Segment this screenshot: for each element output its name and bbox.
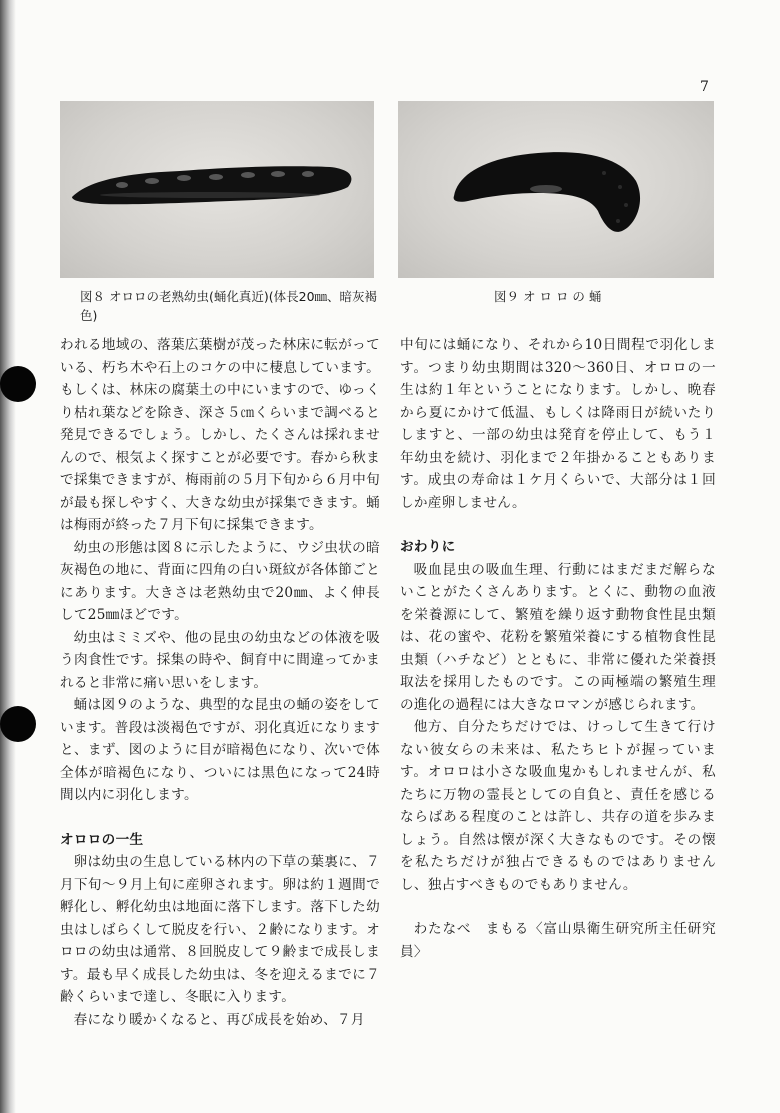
figure-9-caption-text: オ ロ ロ の 蛹 xyxy=(523,289,602,304)
left-paragraph-2: 幼虫の形態は図８に示したように、ウジ虫状の暗灰褐色の地に、背面に四角の白い斑紋が各体節ごとにあります。大きさは老熟幼虫で20㎜、よく伸長して25㎜ほどです。 xyxy=(60,539,380,623)
binder-hole-top xyxy=(0,366,36,402)
page-binding-edge xyxy=(0,0,16,1113)
section-heading-life-cycle: オロロの一生 xyxy=(60,831,144,848)
figure-9-number: 図９ xyxy=(494,289,520,304)
left-paragraph-3: 幼虫はミミズや、他の昆虫の幼虫などの体液を吸う肉食性です。採集の時や、飼育中に間違ってかまれると非常に痛い思いをします。 xyxy=(60,629,380,691)
page-number: 7 xyxy=(700,79,709,95)
binder-hole-bottom xyxy=(0,706,36,742)
left-column xyxy=(60,334,380,1031)
left-section-paragraph-1: 卵は幼虫の生息している林内の下草の葉裏に、７月下旬～９月上旬に産卵されます。卵は約１週間で孵化し、孵化幼虫は地面に落下します。落下した幼虫はしばらくして脱皮を行い、２齢になります。オロロの幼虫は通常、８回脱皮して９齢まで成長します。最も早く成長した幼虫は、冬を迎えるまでに７齢くらいまで達し、冬眠に入ります。 xyxy=(60,854,380,1005)
left-paragraph-4: 蛹は図９のような、典型的な昆虫の蛹の姿をしています。普段は淡褐色ですが、羽化真近になりますと、まず、図のように目が暗褐色になり、次いで体全体が暗褐色になり、ついには黒色になって24時間以内に羽化します。 xyxy=(60,697,380,803)
section-heading-conclusion: おわりに xyxy=(400,539,456,555)
figure-8-larva-photo xyxy=(60,101,374,278)
figure-9-pupa-photo xyxy=(398,101,714,278)
figure-8-caption-text: オロロの老熟幼虫(蛹化真近)(体長20㎜、暗灰褐色) xyxy=(80,289,378,323)
right-paragraph-1: 中旬には蛹になり、それから10日間程で羽化します。つまり幼虫期間は320～360日、オロロの一生は約１年ということになります。しかし、晩春から夏にかけて低温、もしくは降雨日が続いたりしますと、一部の幼虫は発育を停止して、もう１年幼虫を続け、羽化まで２年掛かることもあります。成虫の寿命は１ケ月くらいで、大部分は１回しか産卵しません。 xyxy=(400,337,716,511)
figure-8-number: 図８ xyxy=(80,289,106,304)
right-section-paragraph-2: 他方、自分たちだけでは、けっして生きて行けない彼女らの未来は、私たちヒトが握っています。オロロは小さな吸血鬼かもしれませんが、私たちに万物の霊長としての自負と、責任を感じるならばある程度のことは許し、共存の道を歩みましょう。自然は懐が深く大きなものです。その懐を私たちだけが独占できるものではありませんし、独占すべきものでもありません。 xyxy=(400,719,716,893)
left-section-paragraph-2: 春になり暖かくなると、再び成長を始め、７月 xyxy=(73,1011,365,1028)
right-section-paragraph-1: 吸血昆虫の吸血生理、行動にはまだまだ解らないことがたくさんあります。とくに、動物の血液を栄養源にして、繁殖を繰り返す動物食性昆虫類は、花の蜜や、花粉を繁殖栄養にする植物食性昆虫類（ハチなど）とともに、非常に優れた栄養摂取法を採用したものです。この両極端の繁殖生理の進化の過程には大きなロマンが感じられます。 xyxy=(400,561,716,713)
left-paragraph-1: われる地域の、落葉広葉樹が茂った林床に転がっている、朽ち木や石上のコケの中に棲息しています。もしくは、林床の腐葉土の中にいますので、ゆっくり枯れ葉などを除き、深さ５㎝くらいまで調べると発見できるでしょう。しかし、たくさんは採れませんので、根気よく探すことが必要です。春から秋まで採集できますが、梅雨前の５月下旬から６月中旬が最も探しやすく、大きな幼虫が採集できます。蛹は梅雨が終った７月下旬に採集できます。 xyxy=(60,337,380,533)
right-column xyxy=(400,334,716,963)
figure-9-caption xyxy=(494,287,714,306)
figure-8-caption xyxy=(80,287,380,325)
author-credit: わたなべ まもる〈富山県衛生研究所主任研究員〉 xyxy=(400,921,716,960)
